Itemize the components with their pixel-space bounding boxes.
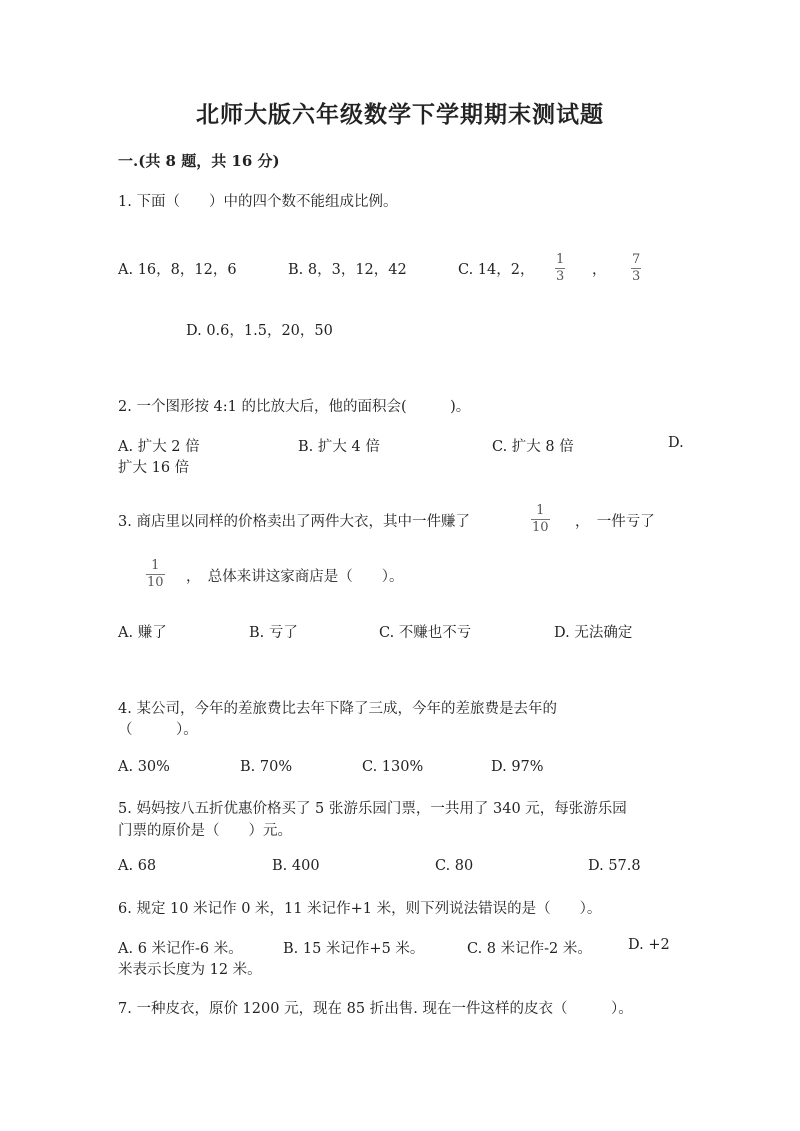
fraction-denominator: 3 <box>556 269 565 284</box>
question-5-option-d: D. 57.8 <box>588 858 641 874</box>
question-5-option-a: A. 68 <box>118 858 157 874</box>
fraction-denominator: 10 <box>532 520 549 535</box>
question-1-option-a: A. 16，8，12，6 <box>118 262 237 278</box>
question-3-mid-text: ， 一件亏了 <box>575 514 655 530</box>
question-3-tail-text: ， 总体来讲这家商店是（ ）。 <box>186 569 404 585</box>
question-2-option-b: B. 扩大 4 倍 <box>298 439 380 455</box>
question-4-stem-line-1: 4. 某公司，今年的差旅费比去年下降了三成，今年的差旅费是去年的 <box>118 701 557 717</box>
question-6-option-a: A. 6 米记作-6 米。 <box>118 941 243 957</box>
question-3-stem: 3. 商店里以同样的价格卖出了两件大衣，其中一件赚了 <box>118 514 470 530</box>
question-7-stem: 7. 一种皮衣，原价 1200 元，现在 85 折出售. 现在一件这样的皮衣（ ）。 <box>118 1001 633 1017</box>
question-3-option-a: A. 赚了 <box>118 625 167 641</box>
question-2-stem: 2. 一个图形按 4:1 的比放大后，他的面积会( )。 <box>118 399 471 415</box>
question-5-option-b: B. 400 <box>272 858 320 874</box>
question-1-option-b: B. 8，3，12，42 <box>288 262 407 278</box>
fraction-denominator: 10 <box>147 575 164 590</box>
question-5-stem-line-1: 5. 妈妈按八五折优惠价格买了 5 张游乐园门票，一共用了 340 元，每张游乐园 <box>118 801 627 817</box>
question-3-option-d: D. 无法确定 <box>554 625 633 641</box>
page-title: 北师大版六年级数学下学期期末测试题 <box>196 101 604 128</box>
question-1-separator: ， <box>592 262 607 278</box>
fraction-numerator: 1 <box>536 503 545 518</box>
section-header: 一.(共 8 题，共 16 分) <box>118 152 280 170</box>
question-2-option-a: A. 扩大 2 倍 <box>118 439 200 455</box>
fraction-numerator: 1 <box>151 558 160 573</box>
question-4-option-c: C. 130% <box>362 759 424 775</box>
question-1-option-d: D. 0.6，1.5，20，50 <box>186 323 333 339</box>
question-3-fraction-second <box>146 559 165 590</box>
question-6-option-d-text: 米表示长度为 12 米。 <box>118 962 262 978</box>
question-6-option-c: C. 8 米记作-2 米。 <box>467 941 592 957</box>
question-3-option-c: C. 不赚也不亏 <box>379 625 472 641</box>
fraction-numerator: 1 <box>556 252 565 267</box>
question-2-option-c: C. 扩大 8 倍 <box>492 439 574 455</box>
question-3-option-b: B. 亏了 <box>249 625 298 641</box>
question-4-stem-line-2: （ ）。 <box>118 722 198 738</box>
question-1-fraction-seven-thirds <box>631 253 641 284</box>
question-2-option-d-label: D. <box>668 435 684 451</box>
question-6-stem: 6. 规定 10 米记作 0 米，11 米记作+1 米，则下列说法错误的是（ ）。 <box>118 901 602 917</box>
question-6-option-d-label: D. +2 <box>628 937 670 953</box>
question-5-option-c: C. 80 <box>435 858 474 874</box>
question-2-option-d-text: 扩大 16 倍 <box>118 460 190 476</box>
question-6-option-b: B. 15 米记作+5 米。 <box>283 941 425 957</box>
fraction-numerator: 7 <box>632 252 641 267</box>
question-1-option-c: C. 14，2， <box>458 262 535 278</box>
question-4-option-d: D. 97% <box>491 759 544 775</box>
question-4-option-a: A. 30% <box>118 759 170 775</box>
question-4-option-b: B. 70% <box>240 759 293 775</box>
question-1-stem: 1. 下面（ ）中的四个数不能组成比例。 <box>118 194 398 210</box>
fraction-denominator: 3 <box>632 269 641 284</box>
question-1-fraction-one-third <box>555 253 565 284</box>
question-5-stem-line-2: 门票的原价是（ ）元。 <box>118 823 292 839</box>
question-3-fraction-first <box>531 504 550 535</box>
